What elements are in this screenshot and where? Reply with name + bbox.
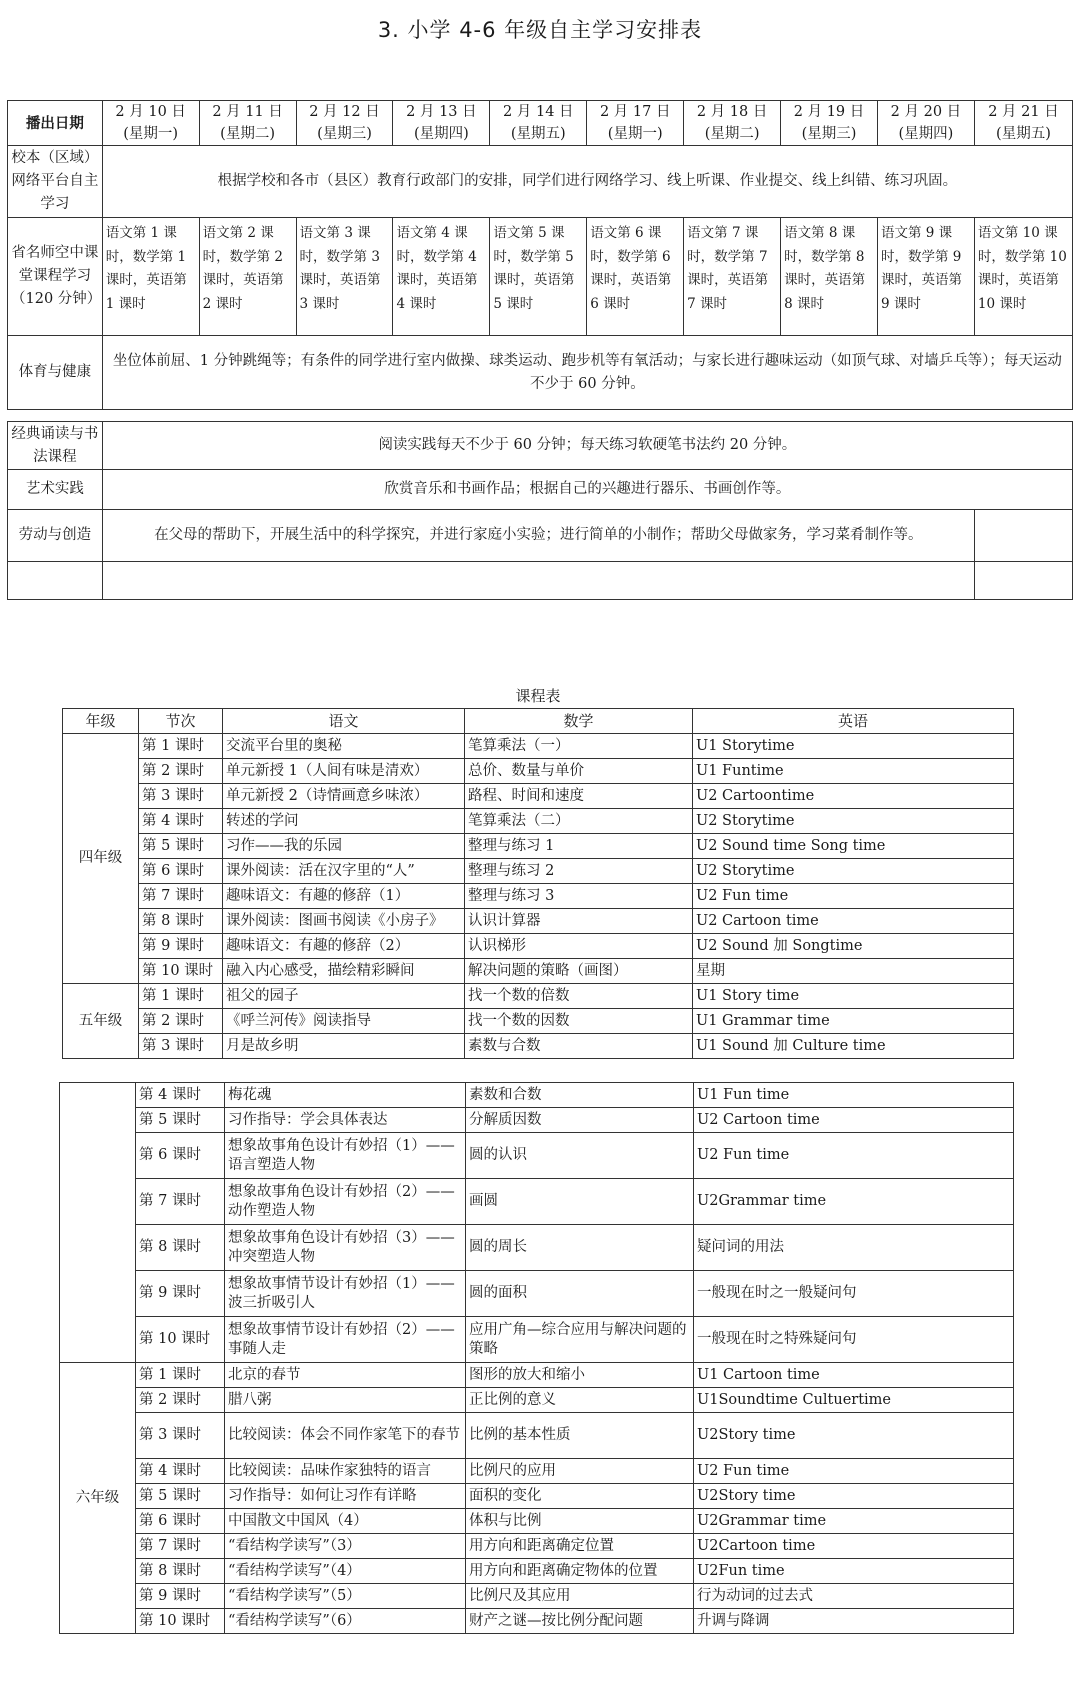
english-cell: U1 Cartoon time [694, 1363, 1014, 1388]
date-text: 2 月 14 日 [503, 104, 574, 120]
pe-label: 体育与健康 [8, 336, 103, 410]
grade-label: 六年级 [60, 1363, 136, 1634]
english-cell: 一般现在时之一般疑问句 [694, 1271, 1014, 1317]
date-cell [587, 101, 684, 146]
date-cell [490, 101, 587, 146]
weekday-text: (星期一) [123, 126, 179, 142]
table-row [63, 859, 1014, 884]
chinese-cell: 月是故乡明 [223, 1034, 465, 1059]
chinese-cell: “看结构学读写”（4） [225, 1559, 466, 1584]
chinese-cell: “看结构学读写”（5） [225, 1584, 466, 1609]
date-cell [684, 101, 781, 146]
period-cell: 第 7 课时 [136, 1179, 225, 1225]
grade4-rows [63, 734, 1014, 984]
period-cell: 第 6 课时 [139, 859, 223, 884]
period-cell: 第 10 课时 [136, 1609, 225, 1634]
table-row [63, 884, 1014, 909]
english-cell: U1 Storytime [693, 734, 1014, 759]
math-cell: 比例尺的应用 [466, 1459, 694, 1484]
english-cell: U2Grammar time [694, 1179, 1014, 1225]
chinese-cell: 想象故事角色设计有妙招（3）——冲突塑造人物 [225, 1225, 466, 1271]
date-cell [781, 101, 878, 146]
grade5-rows-part2 [60, 1083, 1014, 1363]
lesson-cell: 语文第 3 课时，数学第 3 课时，英语第 3 课时 [296, 218, 393, 336]
math-cell: 整理与练习 3 [465, 884, 693, 909]
spacer-cell [102, 410, 1072, 422]
period-header: 节次 [139, 709, 223, 734]
chinese-cell: 转述的学问 [223, 809, 465, 834]
chinese-cell: “看结构学读写”（3） [225, 1534, 466, 1559]
math-cell: 比例尺及其应用 [466, 1584, 694, 1609]
weekday-text: (星期五) [510, 126, 566, 142]
grade-label: 五年级 [63, 984, 139, 1059]
math-cell: 图形的放大和缩小 [466, 1363, 694, 1388]
reading-text: 阅读实践每天不少于 60 分钟；每天练习软硬笔书法约 20 分钟。 [102, 422, 1072, 470]
math-cell: 正比例的意义 [466, 1388, 694, 1413]
chinese-cell: 课外阅读：图画书阅读《小房子》 [223, 909, 465, 934]
table-row [63, 1009, 1014, 1034]
math-cell: 比例的基本性质 [466, 1413, 694, 1459]
period-cell: 第 3 课时 [139, 1034, 223, 1059]
weekday-text: (星期三) [317, 126, 372, 142]
chinese-cell: 《呼兰河传》阅读指导 [223, 1009, 465, 1034]
chinese-cell: “看结构学读写”（6） [225, 1609, 466, 1634]
period-cell: 第 7 课时 [136, 1534, 225, 1559]
math-cell: 用方向和距离确定物体的位置 [466, 1559, 694, 1584]
lesson-cell: 语文第 4 课时，数学第 4 课时，英语第 4 课时 [393, 218, 490, 336]
table-row [60, 1509, 1014, 1534]
math-cell: 路程、时间和速度 [465, 784, 693, 809]
header-row [63, 709, 1014, 734]
chinese-cell: 比较阅读：体会不同作家笔下的春节 [225, 1413, 466, 1459]
table-row [63, 909, 1014, 934]
reading-row [8, 422, 1073, 470]
table-row [63, 784, 1014, 809]
weekday-text: (星期五) [996, 126, 1051, 142]
chinese-cell: 习作指导：如何让习作有详略 [225, 1484, 466, 1509]
date-cell [393, 101, 490, 146]
chinese-cell: 习作——我的乐园 [223, 834, 465, 859]
math-cell: 找一个数的倍数 [465, 984, 693, 1009]
weekday-text: (星期三) [801, 126, 857, 142]
period-cell: 第 1 课时 [139, 734, 223, 759]
pe-text: 坐位体前屈、1 分钟跳绳等；有条件的同学进行室内做操、球类运动、跑步机等有氧活动；与家长进行趣味运动（如顶气球、对墙乒乓等）；每天运动不少于 60 分钟。 [102, 336, 1072, 410]
chinese-cell: 趣味语文：有趣的修辞（2） [223, 934, 465, 959]
curriculum-table-part1 [62, 684, 1014, 1059]
english-cell: 疑问词的用法 [694, 1225, 1014, 1271]
date-header-label: 播出日期 [8, 101, 103, 146]
table-row [60, 1133, 1014, 1179]
grade-header: 年级 [63, 709, 139, 734]
english-cell: U2Fun time [694, 1559, 1014, 1584]
chinese-cell: 梅花魂 [225, 1083, 466, 1108]
table-row [60, 1108, 1014, 1133]
table-row [63, 809, 1014, 834]
school-platform-row [8, 146, 1073, 218]
chinese-cell: 祖父的园子 [223, 984, 465, 1009]
labor-label: 劳动与创造 [8, 510, 103, 562]
math-cell: 画圆 [466, 1179, 694, 1225]
period-cell: 第 10 课时 [136, 1317, 225, 1363]
math-cell: 应用广角—综合应用与解决问题的策略 [466, 1317, 694, 1363]
date-text: 2 月 12 日 [309, 104, 380, 120]
chinese-cell: 单元新授 1（人间有味是清欢） [223, 759, 465, 784]
period-cell: 第 5 课时 [136, 1484, 225, 1509]
english-cell: U2 Cartoon time [694, 1108, 1014, 1133]
period-cell: 第 1 课时 [136, 1363, 225, 1388]
table-row [63, 934, 1014, 959]
lesson-cell: 语文第 9 课时，数学第 9 课时，英语第 9 课时 [877, 218, 974, 336]
period-cell: 第 5 课时 [136, 1108, 225, 1133]
table-row [60, 1271, 1014, 1317]
math-cell: 笔算乘法（二） [465, 809, 693, 834]
math-cell: 素数与合数 [465, 1034, 693, 1059]
table-row [60, 1559, 1014, 1584]
period-cell: 第 6 课时 [136, 1509, 225, 1534]
period-cell: 第 4 课时 [136, 1459, 225, 1484]
period-cell: 第 2 课时 [139, 1009, 223, 1034]
caption-row [63, 684, 1014, 709]
chinese-cell: 想象故事情节设计有妙招（2）——事随人走 [225, 1317, 466, 1363]
math-cell: 财产之谜—按比例分配问题 [466, 1609, 694, 1634]
date-cell [102, 101, 199, 146]
table-row [63, 959, 1014, 984]
period-cell: 第 8 课时 [136, 1559, 225, 1584]
grade-label: 四年级 [63, 734, 139, 984]
table-row [60, 1484, 1014, 1509]
english-cell: U1Soundtime Cultuertime [694, 1388, 1014, 1413]
english-cell: 星期 [693, 959, 1014, 984]
english-cell: 一般现在时之特殊疑问句 [694, 1317, 1014, 1363]
chinese-cell: 课外阅读：活在汉字里的“人” [223, 859, 465, 884]
math-cell: 面积的变化 [466, 1484, 694, 1509]
table-row [60, 1459, 1014, 1484]
english-cell: U2Cartoon time [694, 1534, 1014, 1559]
period-cell: 第 5 课时 [139, 834, 223, 859]
date-cell [974, 101, 1072, 146]
english-header: 英语 [693, 709, 1014, 734]
math-cell: 圆的认识 [466, 1133, 694, 1179]
period-cell: 第 2 课时 [139, 759, 223, 784]
lesson-cell: 语文第 8 课时，数学第 8 课时，英语第 8 课时 [781, 218, 878, 336]
lesson-cell: 语文第 7 课时，数学第 7 课时，英语第 7 课时 [684, 218, 781, 336]
weekday-text: (星期二) [220, 126, 275, 142]
period-cell: 第 3 课时 [136, 1413, 225, 1459]
math-cell: 解决问题的策略（画图） [465, 959, 693, 984]
table-row [63, 1034, 1014, 1059]
labor-text: 在父母的帮助下，开展生活中的科学探究，并进行家庭小实验；进行简单的小制作；帮助父母做家务，学习菜肴制作等。 [102, 510, 974, 562]
teacher-lessons-row [8, 218, 1073, 336]
date-cell [877, 101, 974, 146]
teacher-lessons-label: 省名师空中课堂课程学习（120 分钟） [8, 218, 103, 336]
table-row [60, 1179, 1014, 1225]
table-row [60, 1225, 1014, 1271]
empty-cell [974, 510, 1072, 562]
math-cell: 整理与练习 1 [465, 834, 693, 859]
weekday-text: (星期四) [413, 126, 469, 142]
lesson-cell: 语文第 1 课时，数学第 1 课时，英语第 1 课时 [102, 218, 199, 336]
table-row [60, 1413, 1014, 1459]
spacer-cell [8, 410, 103, 422]
period-cell: 第 1 课时 [139, 984, 223, 1009]
english-cell: U1 Funtime [693, 759, 1014, 784]
curriculum-caption: 课程表 [63, 684, 1014, 709]
chinese-cell: 想象故事情节设计有妙招（1）——波三折吸引人 [225, 1271, 466, 1317]
grade6-rows [60, 1363, 1014, 1634]
schedule-table [7, 100, 1073, 600]
english-cell: U2 Fun time [694, 1133, 1014, 1179]
english-cell: U2 Storytime [693, 859, 1014, 884]
period-cell: 第 9 课时 [136, 1271, 225, 1317]
english-cell: 行为动词的过去式 [694, 1584, 1014, 1609]
period-cell: 第 8 课时 [136, 1225, 225, 1271]
chinese-cell: 腊八粥 [225, 1388, 466, 1413]
math-header: 数学 [465, 709, 693, 734]
grade5-rows-part1 [63, 984, 1014, 1059]
chinese-cell: 想象故事角色设计有妙招（1）——语言塑造人物 [225, 1133, 466, 1179]
chinese-header: 语文 [223, 709, 465, 734]
empty-cell [974, 562, 1072, 600]
lesson-cell: 语文第 5 课时，数学第 5 课时，英语第 5 课时 [490, 218, 587, 336]
period-cell: 第 6 课时 [136, 1133, 225, 1179]
english-cell: U2 Cartoon time [693, 909, 1014, 934]
date-text: 2 月 21 日 [988, 104, 1059, 120]
math-cell: 素数和合数 [466, 1083, 694, 1108]
lesson-cell: 语文第 2 课时，数学第 2 课时，英语第 2 课时 [199, 218, 296, 336]
date-text: 2 月 11 日 [212, 104, 283, 120]
spacer-row [8, 410, 1073, 422]
math-cell: 圆的周长 [466, 1225, 694, 1271]
english-cell: U1 Grammar time [693, 1009, 1014, 1034]
lesson-cell: 语文第 6 课时，数学第 6 课时，英语第 6 课时 [587, 218, 684, 336]
date-text: 2 月 17 日 [599, 104, 671, 120]
weekday-text: (星期四) [898, 126, 954, 142]
table-row [60, 1534, 1014, 1559]
chinese-cell: 趣味语文：有趣的修辞（1） [223, 884, 465, 909]
english-cell: U2 Storytime [693, 809, 1014, 834]
pe-row [8, 336, 1073, 410]
reading-label: 经典诵读与书法课程 [8, 422, 103, 470]
english-cell: U2 Fun time [694, 1459, 1014, 1484]
chinese-cell: 中国散文中国风（4） [225, 1509, 466, 1534]
period-cell: 第 2 课时 [136, 1388, 225, 1413]
chinese-cell: 习作指导：学会具体表达 [225, 1108, 466, 1133]
period-cell: 第 4 课时 [139, 809, 223, 834]
school-platform-text: 根据学校和各市（县区）教育行政部门的安排，同学们进行网络学习、线上听课、作业提交、线上纠错、练习巩固。 [102, 146, 1072, 218]
english-cell: 升调与降调 [694, 1609, 1014, 1634]
math-cell: 笔算乘法（一） [465, 734, 693, 759]
chinese-cell: 交流平台里的奥秘 [223, 734, 465, 759]
english-cell: U1 Story time [693, 984, 1014, 1009]
empty-cell [8, 562, 103, 600]
math-cell: 分解质因数 [466, 1108, 694, 1133]
date-header-row [8, 101, 1073, 146]
period-cell: 第 9 课时 [136, 1584, 225, 1609]
math-cell: 用方向和距离确定位置 [466, 1534, 694, 1559]
art-row [8, 470, 1073, 510]
english-cell: U2Grammar time [694, 1509, 1014, 1534]
english-cell: U2Story time [694, 1484, 1014, 1509]
period-cell: 第 10 课时 [139, 959, 223, 984]
lesson-cell: 语文第 10 课时，数学第 10 课时，英语第 10 课时 [974, 218, 1072, 336]
english-cell: U2 Fun time [693, 884, 1014, 909]
english-cell: U2Story time [694, 1413, 1014, 1459]
english-cell: U1 Fun time [694, 1083, 1014, 1108]
table-row [60, 1363, 1014, 1388]
chinese-cell: 融入内心感受，描绘精彩瞬间 [223, 959, 465, 984]
date-text: 2 月 13 日 [406, 104, 477, 120]
period-cell: 第 3 课时 [139, 784, 223, 809]
art-text: 欣赏音乐和书画作品；根据自己的兴趣进行器乐、书画创作等。 [102, 470, 1072, 510]
table-row [60, 1317, 1014, 1363]
date-cell [296, 101, 393, 146]
chinese-cell: 比较阅读：品味作家独特的语言 [225, 1459, 466, 1484]
chinese-cell: 想象故事角色设计有妙招（2）——动作塑造人物 [225, 1179, 466, 1225]
school-platform-label: 校本（区域）网络平台自主学习 [8, 146, 103, 218]
math-cell: 找一个数的因数 [465, 1009, 693, 1034]
date-text: 2 月 19 日 [793, 104, 865, 120]
curriculum-table-part2 [59, 1082, 1014, 1634]
empty-row [8, 562, 1073, 600]
table-row [60, 1609, 1014, 1634]
labor-row [8, 510, 1073, 562]
table-row [60, 1083, 1014, 1108]
chinese-cell: 单元新授 2（诗情画意乡味浓） [223, 784, 465, 809]
art-label: 艺术实践 [8, 470, 103, 510]
period-cell: 第 7 课时 [139, 884, 223, 909]
english-cell: U2 Sound 加 Songtime [693, 934, 1014, 959]
math-cell: 圆的面积 [466, 1271, 694, 1317]
empty-cell [102, 562, 974, 600]
math-cell: 整理与练习 2 [465, 859, 693, 884]
grade-label-continued [60, 1083, 136, 1363]
table-row [63, 834, 1014, 859]
weekday-text: (星期一) [607, 126, 663, 142]
math-cell: 总价、数量与单价 [465, 759, 693, 784]
table-row [63, 734, 1014, 759]
table-row [63, 759, 1014, 784]
period-cell: 第 8 课时 [139, 909, 223, 934]
period-cell: 第 9 课时 [139, 934, 223, 959]
weekday-text: (星期二) [704, 126, 760, 142]
english-cell: U2 Cartoontime [693, 784, 1014, 809]
chinese-cell: 北京的春节 [225, 1363, 466, 1388]
table-row [60, 1388, 1014, 1413]
english-cell: U2 Sound time Song time [693, 834, 1014, 859]
table-row [60, 1584, 1014, 1609]
date-text: 2 月 20 日 [890, 104, 962, 120]
math-cell: 体积与比例 [466, 1509, 694, 1534]
math-cell: 认识计算器 [465, 909, 693, 934]
date-text: 2 月 18 日 [696, 104, 768, 120]
date-text: 2 月 10 日 [115, 104, 186, 120]
math-cell: 认识梯形 [465, 934, 693, 959]
period-cell: 第 4 课时 [136, 1083, 225, 1108]
date-cell [199, 101, 296, 146]
table-row [63, 984, 1014, 1009]
page-title: 3. 小学 4-6 年级自主学习安排表 [377, 18, 703, 42]
english-cell: U1 Sound 加 Culture time [693, 1034, 1014, 1059]
